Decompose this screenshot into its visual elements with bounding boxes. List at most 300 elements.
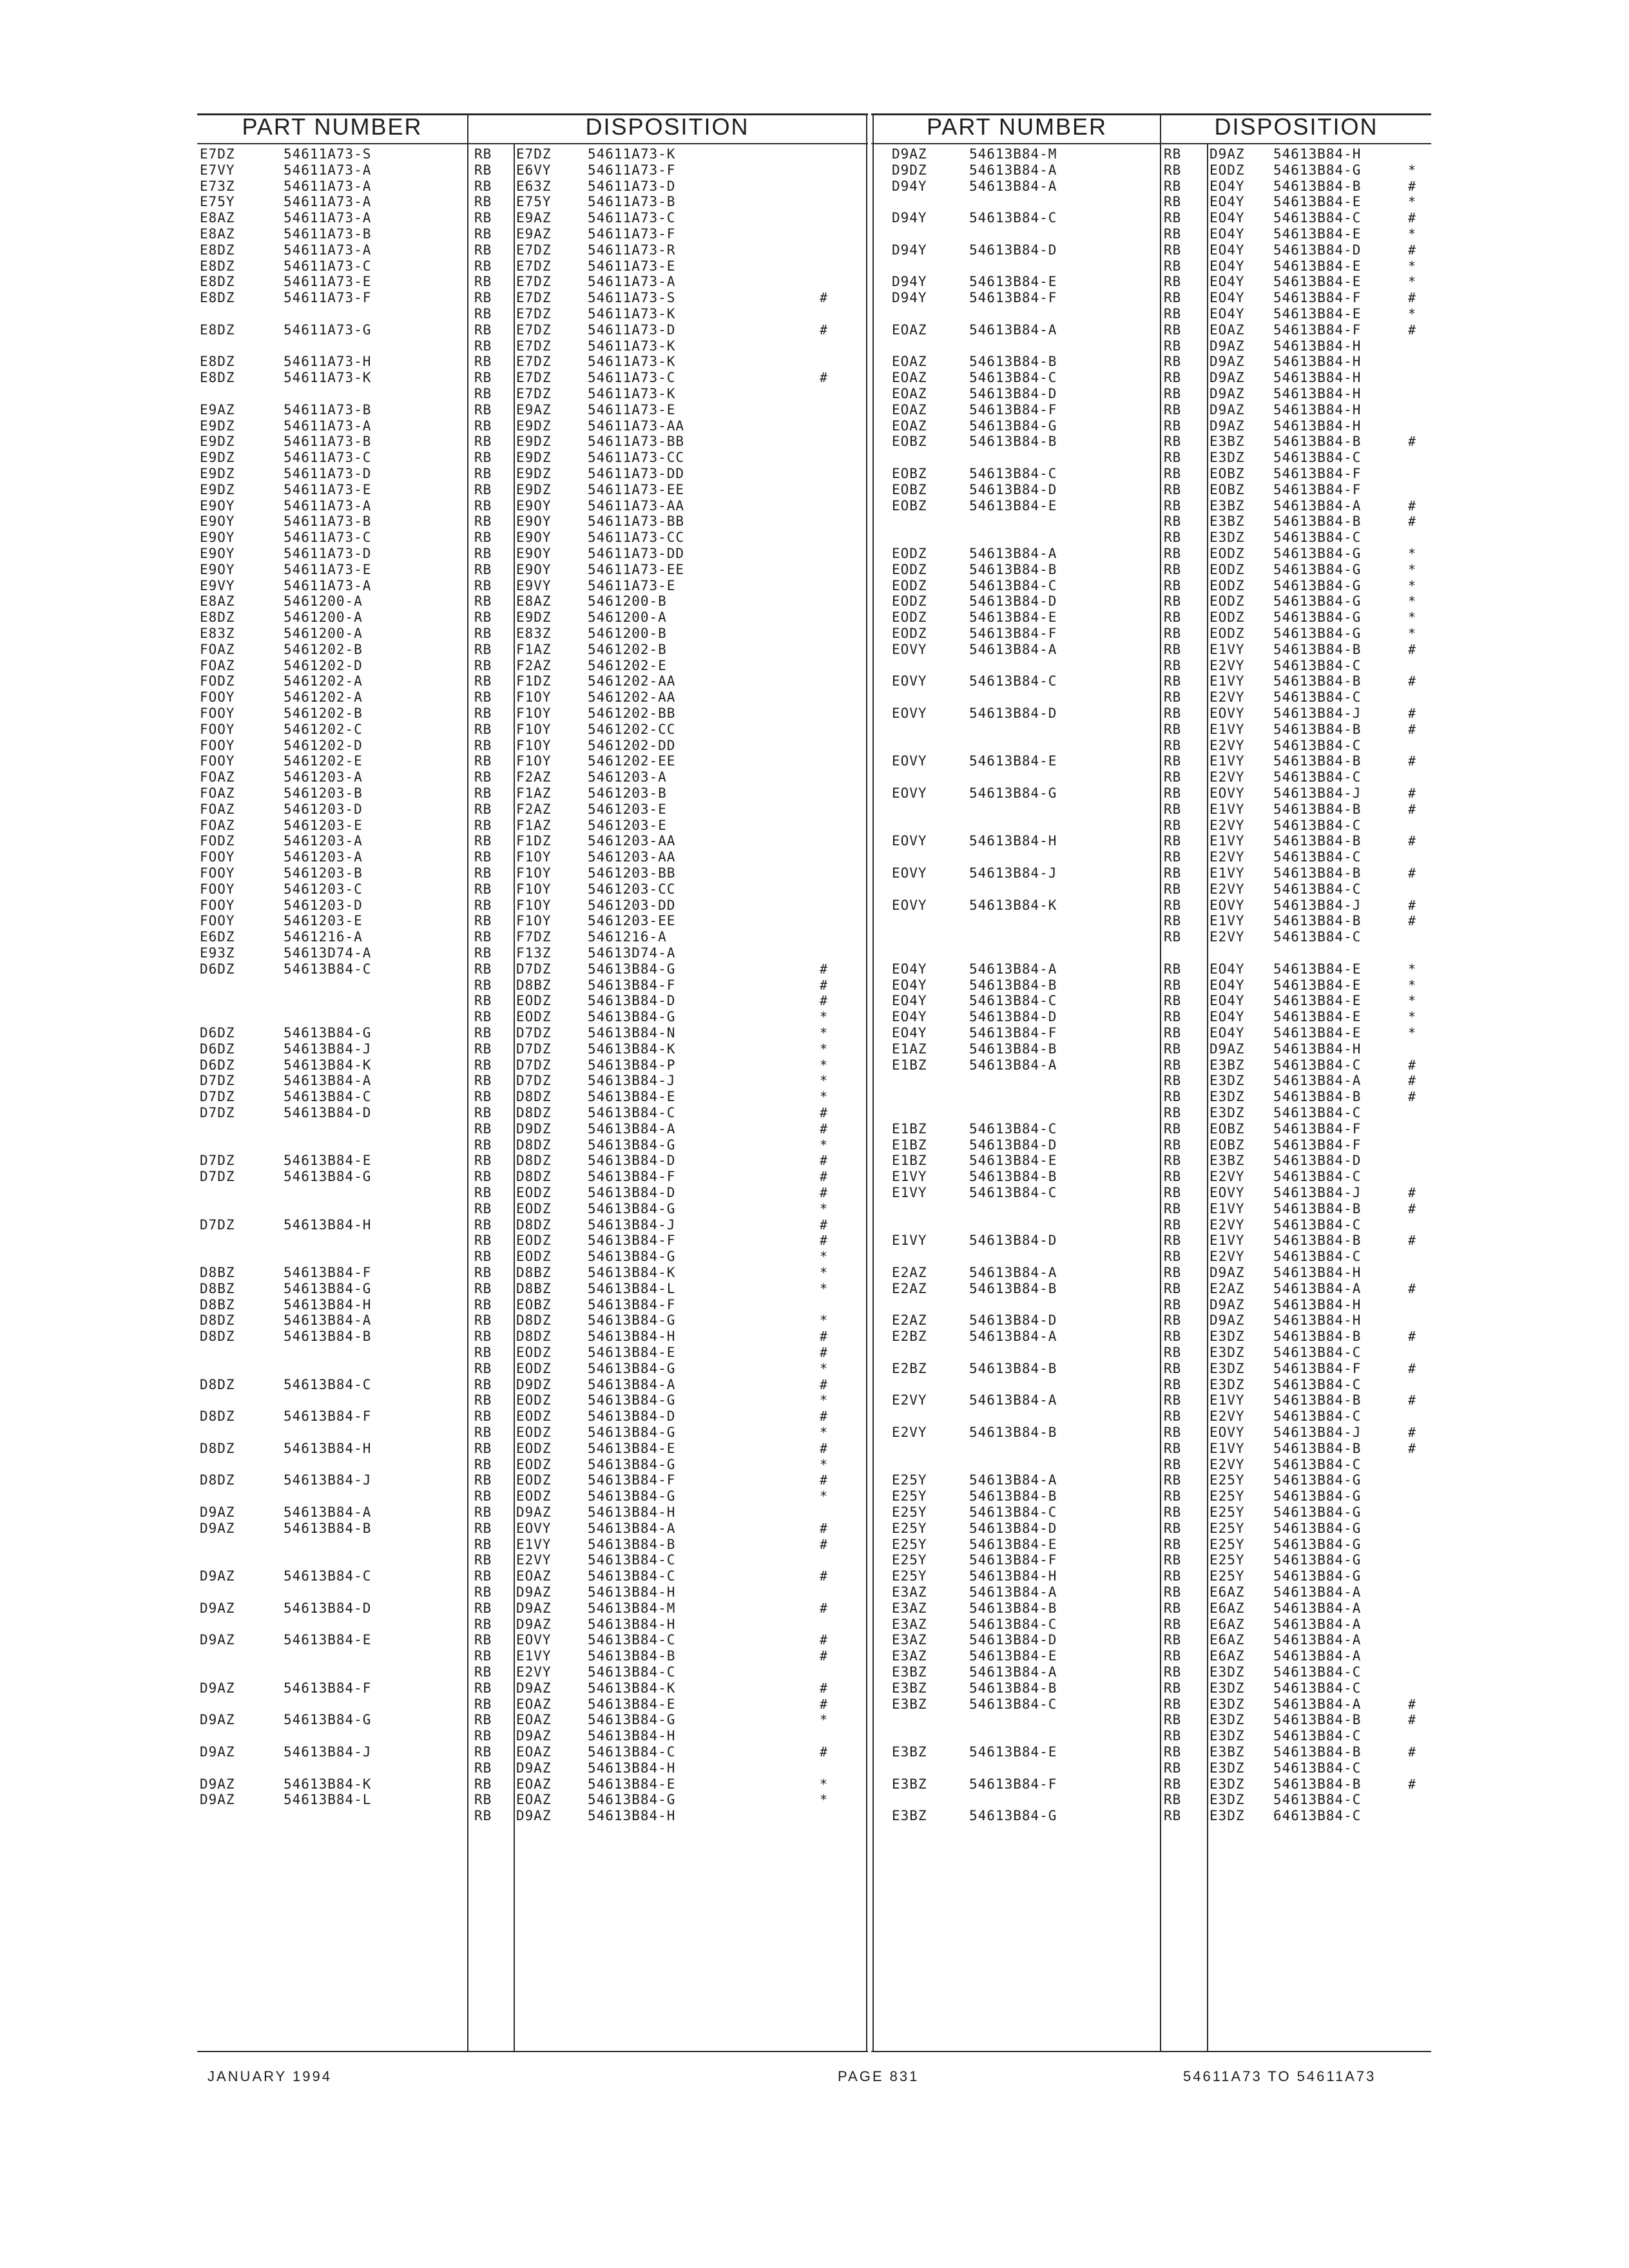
- left-part-code: D9AZ: [200, 1792, 235, 1808]
- right-part-number: 54613B84-E: [969, 610, 1057, 626]
- right-disp-mark: *: [1408, 258, 1416, 274]
- right-part-code: D94Y: [892, 242, 927, 258]
- left-disp-number: 54613B84-G: [588, 1249, 676, 1265]
- left-part-number: 54611A73-A: [284, 162, 372, 178]
- right-part-code: D94Y: [892, 178, 927, 194]
- right-rb-code: RB: [1164, 1137, 1182, 1153]
- left-disp-code: E7DZ: [516, 306, 552, 322]
- right-part-number: 54613B84-G: [969, 1808, 1057, 1824]
- left-part-number: 5461202-E: [284, 753, 363, 769]
- right-rb-code: RB: [1164, 577, 1182, 593]
- left-rb-code: RB: [474, 1696, 492, 1712]
- right-part-number: 54613B84-B: [969, 1680, 1057, 1696]
- divider-right-rb: [1207, 143, 1208, 2052]
- right-disp-number: 54613B84-B: [1273, 753, 1362, 769]
- right-part-number-header: PART NUMBER: [926, 113, 1108, 140]
- right-disp-code: EOVY: [1210, 1425, 1245, 1440]
- left-part-code: E8AZ: [200, 226, 235, 242]
- left-disp-number: 54611A73-E: [588, 577, 676, 593]
- right-part-code: E1VY: [892, 1185, 927, 1200]
- right-disp-code: E6AZ: [1210, 1600, 1245, 1616]
- left-disp-mark: *: [820, 1312, 828, 1329]
- right-disp-mark: #: [1408, 1280, 1416, 1296]
- right-part-number: 54613B84-C: [969, 210, 1057, 226]
- right-part-number: 54613B84-H: [969, 833, 1057, 849]
- right-disp-number: 54613B84-H: [1273, 1312, 1362, 1329]
- left-part-code: E73Z: [200, 178, 235, 194]
- right-disp-mark: #: [1408, 1776, 1416, 1792]
- right-part-code: D9DZ: [892, 162, 927, 178]
- right-part-code: E2AZ: [892, 1312, 927, 1329]
- right-disp-mark: #: [1408, 1712, 1416, 1728]
- left-rb-code: RB: [474, 1280, 492, 1296]
- left-rb-code: RB: [474, 673, 492, 689]
- left-part-code: E8DZ: [200, 290, 235, 306]
- right-part-number: 54613B84-D: [969, 593, 1057, 610]
- right-rb-code: RB: [1164, 450, 1182, 466]
- left-disp-code: D7DZ: [516, 1041, 552, 1057]
- right-disp-mark: #: [1408, 434, 1416, 450]
- header-rule-left: [197, 143, 868, 144]
- left-disp-mark: #: [820, 290, 828, 306]
- left-part-number: 54611A73-B: [284, 401, 372, 418]
- right-rb-code: RB: [1164, 1504, 1182, 1520]
- left-rb-code: RB: [474, 546, 492, 561]
- left-part-code: FOAZ: [200, 657, 235, 673]
- left-disp-code: E7DZ: [516, 258, 552, 274]
- right-disp-code: E3DZ: [1210, 1808, 1245, 1824]
- right-disp-code: D9AZ: [1210, 1296, 1245, 1312]
- right-disp-mark: *: [1408, 977, 1416, 993]
- right-disp-number: 54613B84-B: [1273, 1744, 1362, 1760]
- right-disp-number: 54613B84-C: [1273, 450, 1362, 466]
- right-part-number: 54613B84-D: [969, 1520, 1057, 1536]
- right-disp-code: E3DZ: [1210, 1728, 1245, 1744]
- right-disp-code: E3DZ: [1210, 530, 1245, 546]
- right-rb-code: RB: [1164, 1728, 1182, 1744]
- left-disp-code: E9OY: [516, 530, 552, 546]
- left-disp-mark: #: [820, 1536, 828, 1552]
- left-disp-number: 5461202-AA: [588, 673, 676, 689]
- left-part-number: 54613B84-C: [284, 1089, 372, 1105]
- right-part-number: 54613B84-A: [969, 1664, 1057, 1680]
- left-disp-number: 5461202-E: [588, 657, 667, 673]
- right-disp-mark: #: [1408, 785, 1416, 801]
- right-part-number: 54613B84-M: [969, 146, 1057, 162]
- right-disp-code: E2AZ: [1210, 1280, 1245, 1296]
- right-disp-mark: #: [1408, 801, 1416, 817]
- right-disp-code: EODZ: [1210, 162, 1245, 178]
- left-part-code: D9AZ: [200, 1504, 235, 1520]
- bottom-rule-left: [197, 2051, 868, 2052]
- footer-date: JANUARY 1994: [207, 2068, 332, 2084]
- right-rb-code: RB: [1164, 354, 1182, 370]
- right-disp-number: 54613B84-G: [1273, 1568, 1362, 1584]
- left-disp-code: E9DZ: [516, 418, 552, 434]
- left-disp-code: E9DZ: [516, 450, 552, 466]
- right-rb-code: RB: [1164, 386, 1182, 401]
- left-disp-number: 54613B84-G: [588, 1712, 676, 1728]
- right-part-code: E1BZ: [892, 1153, 927, 1169]
- right-disp-number: 54613B84-C: [1273, 817, 1362, 833]
- left-disp-code: D8DZ: [516, 1169, 552, 1185]
- right-disp-mark: #: [1408, 897, 1416, 913]
- left-rb-code: RB: [474, 194, 492, 210]
- right-disp-number: 54613B84-B: [1273, 178, 1362, 194]
- left-disp-code: D8BZ: [516, 977, 552, 993]
- right-disp-number: 54613B84-G: [1273, 1504, 1362, 1520]
- bottom-rule-right: [871, 2051, 1431, 2052]
- left-rb-code: RB: [474, 1169, 492, 1185]
- right-rb-code: RB: [1164, 258, 1182, 274]
- left-disp-code: EOAZ: [516, 1744, 552, 1760]
- left-rb-code: RB: [474, 242, 492, 258]
- left-part-number: 5461202-B: [284, 706, 363, 721]
- left-part-number: 5461202-D: [284, 657, 363, 673]
- right-rb-code: RB: [1164, 833, 1182, 849]
- right-part-number: 54613B84-E: [969, 1744, 1057, 1760]
- right-rb-code: RB: [1164, 1616, 1182, 1632]
- right-disp-number: 54613B84-B: [1273, 1776, 1362, 1792]
- left-disp-number: 54613B84-H: [588, 1728, 676, 1744]
- left-rb-code: RB: [474, 1488, 492, 1504]
- right-disp-mark: #: [1408, 1185, 1416, 1200]
- left-part-code: D7DZ: [200, 1169, 235, 1185]
- right-rb-code: RB: [1164, 1520, 1182, 1536]
- left-part-number-header: PART NUMBER: [242, 113, 423, 140]
- right-disp-code: E3DZ: [1210, 1105, 1245, 1120]
- left-rb-code: RB: [474, 1616, 492, 1632]
- left-disp-number: 54611A73-E: [588, 258, 676, 274]
- right-disp-mark: *: [1408, 577, 1416, 593]
- left-rb-code: RB: [474, 1073, 492, 1089]
- right-rb-code: RB: [1164, 897, 1182, 913]
- left-part-code: FOOY: [200, 721, 235, 737]
- right-disp-mark: #: [1408, 1233, 1416, 1249]
- right-part-code: E1VY: [892, 1169, 927, 1185]
- right-part-number: 54613B84-B: [969, 1041, 1057, 1057]
- left-rb-code: RB: [474, 657, 492, 673]
- right-disp-code: E6AZ: [1210, 1584, 1245, 1600]
- left-rb-code: RB: [474, 1456, 492, 1472]
- right-disp-code: E3DZ: [1210, 1345, 1245, 1360]
- right-disp-number: 54613B84-C: [1273, 1057, 1362, 1073]
- left-part-code: E7DZ: [200, 146, 235, 162]
- left-rb-code: RB: [474, 1312, 492, 1329]
- left-disp-code: EOBZ: [516, 1296, 552, 1312]
- right-disp-code: E6AZ: [1210, 1648, 1245, 1664]
- right-rb-code: RB: [1164, 226, 1182, 242]
- left-rb-code: RB: [474, 993, 492, 1009]
- right-disp-number: 54613B84-F: [1273, 1360, 1362, 1376]
- left-part-number: 54613B84-J: [284, 1744, 372, 1760]
- right-disp-code: D9AZ: [1210, 401, 1245, 418]
- right-disp-mark: #: [1408, 721, 1416, 737]
- right-rb-code: RB: [1164, 1360, 1182, 1376]
- left-disp-number: 54613B84-E: [588, 1440, 676, 1456]
- right-disp-number: 54613B84-B: [1273, 1089, 1362, 1105]
- right-part-code: E1BZ: [892, 1120, 927, 1137]
- right-disp-number: 54613B84-G: [1273, 610, 1362, 626]
- left-disp-number: 54613B84-G: [588, 1200, 676, 1216]
- right-disp-number: 54613B84-G: [1273, 1488, 1362, 1504]
- right-disp-number: 54613B84-H: [1273, 1041, 1362, 1057]
- left-part-number: 54611A73-A: [284, 418, 372, 434]
- right-rb-code: RB: [1164, 561, 1182, 577]
- right-disp-code: E3DZ: [1210, 1680, 1245, 1696]
- left-part-code: E6DZ: [200, 929, 235, 945]
- left-part-number: 54611A73-D: [284, 466, 372, 481]
- right-disp-number: 54613B84-J: [1273, 1185, 1362, 1200]
- right-disp-number: 54613B84-H: [1273, 386, 1362, 401]
- left-disp-code: E9OY: [516, 497, 552, 514]
- right-part-number: 54613B84-A: [969, 961, 1057, 977]
- right-rb-code: RB: [1164, 514, 1182, 530]
- left-rb-code: RB: [474, 1041, 492, 1057]
- right-disp-code: EO4Y: [1210, 993, 1245, 1009]
- left-disp-mark: #: [820, 1744, 828, 1760]
- right-part-number: 54613B84-B: [969, 1360, 1057, 1376]
- left-disp-number: 54613B84-P: [588, 1057, 676, 1073]
- left-disp-number: 54613B84-A: [588, 1376, 676, 1392]
- left-disp-code: F1OY: [516, 721, 552, 737]
- right-disp-mark: #: [1408, 497, 1416, 514]
- left-disp-number: 54613B84-J: [588, 1216, 676, 1233]
- left-rb-code: RB: [474, 577, 492, 593]
- left-rb-code: RB: [474, 1648, 492, 1664]
- right-disp-mark: *: [1408, 546, 1416, 561]
- right-disp-code: E2VY: [1210, 1216, 1245, 1233]
- left-disp-mark: *: [820, 1792, 828, 1808]
- left-disp-number: 54611A73-R: [588, 242, 676, 258]
- left-disp-code: E9DZ: [516, 610, 552, 626]
- right-disp-code: E3DZ: [1210, 450, 1245, 466]
- right-disp-number: 54613B84-B: [1273, 434, 1362, 450]
- right-part-number: 54613B84-F: [969, 401, 1057, 418]
- left-disp-mark: *: [820, 1089, 828, 1105]
- right-rb-code: RB: [1164, 881, 1182, 897]
- left-disp-number: 5461203-B: [588, 785, 667, 801]
- left-disp-code: EODZ: [516, 1488, 552, 1504]
- right-disp-number: 54613B84-C: [1273, 210, 1362, 226]
- right-disp-number: 54613B84-C: [1273, 1376, 1362, 1392]
- right-disp-number: 54613B84-F: [1273, 1137, 1362, 1153]
- left-disp-number: 54611A73-K: [588, 306, 676, 322]
- right-part-code: EOAZ: [892, 370, 927, 386]
- right-disp-number: 54613B84-E: [1273, 993, 1362, 1009]
- left-disp-number: 54611A73-BB: [588, 514, 685, 530]
- right-rb-code: RB: [1164, 1329, 1182, 1345]
- left-rb-code: RB: [474, 897, 492, 913]
- footer-page: PAGE 831: [838, 2068, 920, 2084]
- right-disp-code: E2VY: [1210, 1408, 1245, 1425]
- left-disp-code: F2AZ: [516, 657, 552, 673]
- right-part-code: E3AZ: [892, 1648, 927, 1664]
- right-part-code: EODZ: [892, 546, 927, 561]
- right-rb-code: RB: [1164, 1376, 1182, 1392]
- right-disp-number: 54613B84-B: [1273, 641, 1362, 657]
- left-disp-number: 54613B84-C: [588, 1568, 676, 1584]
- right-disp-code: EODZ: [1210, 593, 1245, 610]
- left-rb-code: RB: [474, 1408, 492, 1425]
- left-rb-code: RB: [474, 178, 492, 194]
- right-part-code: EOAZ: [892, 401, 927, 418]
- right-disp-mark: *: [1408, 561, 1416, 577]
- left-part-code: D9AZ: [200, 1568, 235, 1584]
- right-disp-code: E2VY: [1210, 817, 1245, 833]
- right-disp-mark: #: [1408, 1073, 1416, 1089]
- right-part-code: E25Y: [892, 1504, 927, 1520]
- right-disp-code: EODZ: [1210, 561, 1245, 577]
- right-disp-code: E2VY: [1210, 1169, 1245, 1185]
- right-disp-code: EODZ: [1210, 610, 1245, 626]
- left-disp-number: 54613B84-E: [588, 1776, 676, 1792]
- right-part-number: 54613B84-E: [969, 1536, 1057, 1552]
- left-rb-code: RB: [474, 338, 492, 354]
- right-disp-mark: #: [1408, 242, 1416, 258]
- left-part-number: 54611A73-A: [284, 210, 372, 226]
- right-disp-number: 54613B84-E: [1273, 194, 1362, 210]
- left-disp-mark: *: [820, 1200, 828, 1216]
- left-rb-code: RB: [474, 1744, 492, 1760]
- left-disp-code: E8AZ: [516, 593, 552, 610]
- right-disp-number: 54613B84-H: [1273, 146, 1362, 162]
- right-disp-mark: #: [1408, 1200, 1416, 1216]
- right-part-code: E25Y: [892, 1568, 927, 1584]
- right-part-number: 54613B84-F: [969, 1552, 1057, 1568]
- left-part-number: 54611A73-C: [284, 450, 372, 466]
- right-part-code: EOVY: [892, 753, 927, 769]
- right-rb-code: RB: [1164, 913, 1182, 929]
- left-disp-number: 54613B84-D: [588, 1153, 676, 1169]
- left-rb-code: RB: [474, 1808, 492, 1824]
- right-disp-number: 54613B84-B: [1273, 1392, 1362, 1408]
- left-rb-code: RB: [474, 1568, 492, 1584]
- left-rb-code: RB: [474, 481, 492, 497]
- left-rb-code: RB: [474, 1216, 492, 1233]
- header-rule-right: [871, 143, 1431, 144]
- right-rb-code: RB: [1164, 657, 1182, 673]
- right-part-number: 54613B84-D: [969, 706, 1057, 721]
- left-disp-code: EODZ: [516, 1233, 552, 1249]
- left-rb-code: RB: [474, 849, 492, 865]
- right-rb-code: RB: [1164, 1792, 1182, 1808]
- left-part-number: 54613B84-E: [284, 1632, 372, 1648]
- right-part-code: E2VY: [892, 1425, 927, 1440]
- left-rb-code: RB: [474, 753, 492, 769]
- left-disp-code: F13Z: [516, 945, 552, 961]
- right-disp-mark: *: [1408, 1009, 1416, 1025]
- left-disp-number: 5461203-DD: [588, 897, 676, 913]
- left-rb-code: RB: [474, 1185, 492, 1200]
- right-rb-code: RB: [1164, 401, 1182, 418]
- left-part-code: D8DZ: [200, 1472, 235, 1488]
- left-rb-code: RB: [474, 1536, 492, 1552]
- footer-range: 54611A73 TO 54611A73: [1183, 2068, 1376, 2084]
- right-disp-mark: *: [1408, 626, 1416, 641]
- left-rb-code: RB: [474, 801, 492, 817]
- left-disp-mark: *: [820, 1425, 828, 1440]
- right-disp-code: EO4Y: [1210, 1009, 1245, 1025]
- right-disp-code: EOVY: [1210, 785, 1245, 801]
- left-part-number: 54611A73-G: [284, 322, 372, 338]
- left-disp-mark: #: [820, 1568, 828, 1584]
- right-part-number: 54613B84-D: [969, 386, 1057, 401]
- left-disp-mark: #: [820, 1216, 828, 1233]
- left-part-number: 54613B84-F: [284, 1265, 372, 1280]
- left-disp-number: 54611A73-AA: [588, 418, 685, 434]
- right-disp-code: EO4Y: [1210, 242, 1245, 258]
- right-rb-code: RB: [1164, 1073, 1182, 1089]
- left-part-code: E9OY: [200, 561, 235, 577]
- left-disp-code: EODZ: [516, 1009, 552, 1025]
- right-rb-code: RB: [1164, 785, 1182, 801]
- right-rb-code: RB: [1164, 162, 1182, 178]
- right-part-code: EODZ: [892, 593, 927, 610]
- right-disp-number: 54613B84-H: [1273, 354, 1362, 370]
- left-disp-code: EODZ: [516, 993, 552, 1009]
- right-disp-number: 54613B84-E: [1273, 274, 1362, 290]
- left-disp-code: E7DZ: [516, 370, 552, 386]
- left-disp-code: F1OY: [516, 753, 552, 769]
- right-part-number: 54613B84-A: [969, 1329, 1057, 1345]
- left-disp-number: 54613B84-G: [588, 1488, 676, 1504]
- right-disp-mark: #: [1408, 865, 1416, 881]
- left-part-code: FOAZ: [200, 641, 235, 657]
- left-rb-code: RB: [474, 1233, 492, 1249]
- right-rb-code: RB: [1164, 481, 1182, 497]
- left-part-number: 54613B84-D: [284, 1600, 372, 1616]
- left-part-code: FOOY: [200, 689, 235, 706]
- left-rb-code: RB: [474, 354, 492, 370]
- left-disp-code: E9AZ: [516, 401, 552, 418]
- right-disp-code: E2VY: [1210, 689, 1245, 706]
- right-rb-code: RB: [1164, 1648, 1182, 1664]
- left-part-number: 5461202-D: [284, 737, 363, 753]
- right-rb-code: RB: [1164, 242, 1182, 258]
- left-rb-code: RB: [474, 1057, 492, 1073]
- left-rb-code: RB: [474, 977, 492, 993]
- right-disp-number: 54613B84-E: [1273, 1025, 1362, 1041]
- left-rb-code: RB: [474, 1153, 492, 1169]
- left-part-number: 5461202-B: [284, 641, 363, 657]
- right-disp-number: 54613B84-B: [1273, 1440, 1362, 1456]
- right-disp-number: 54613B84-A: [1273, 497, 1362, 514]
- right-disp-code: EOVY: [1210, 706, 1245, 721]
- right-disp-code: E25Y: [1210, 1552, 1245, 1568]
- left-disp-code: E9DZ: [516, 466, 552, 481]
- left-rb-code: RB: [474, 641, 492, 657]
- left-rb-code: RB: [474, 1440, 492, 1456]
- left-part-number: 5461203-C: [284, 881, 363, 897]
- left-part-number: 5461200-A: [284, 593, 363, 610]
- right-disp-mark: #: [1408, 641, 1416, 657]
- right-part-code: EOBZ: [892, 481, 927, 497]
- right-disp-mark: #: [1408, 706, 1416, 721]
- right-disp-number: 54613B84-G: [1273, 546, 1362, 561]
- left-disp-code: E9OY: [516, 561, 552, 577]
- right-disp-mark: #: [1408, 290, 1416, 306]
- right-part-number: 54613B84-C: [969, 1185, 1057, 1200]
- right-disp-code: E3DZ: [1210, 1073, 1245, 1089]
- right-rb-code: RB: [1164, 1808, 1182, 1824]
- right-disp-code: D9AZ: [1210, 146, 1245, 162]
- right-disp-code: EOAZ: [1210, 322, 1245, 338]
- left-part-code: E9OY: [200, 497, 235, 514]
- right-part-number: 54613B84-A: [969, 641, 1057, 657]
- right-part-code: EOVY: [892, 641, 927, 657]
- left-disp-number: 5461200-B: [588, 593, 667, 610]
